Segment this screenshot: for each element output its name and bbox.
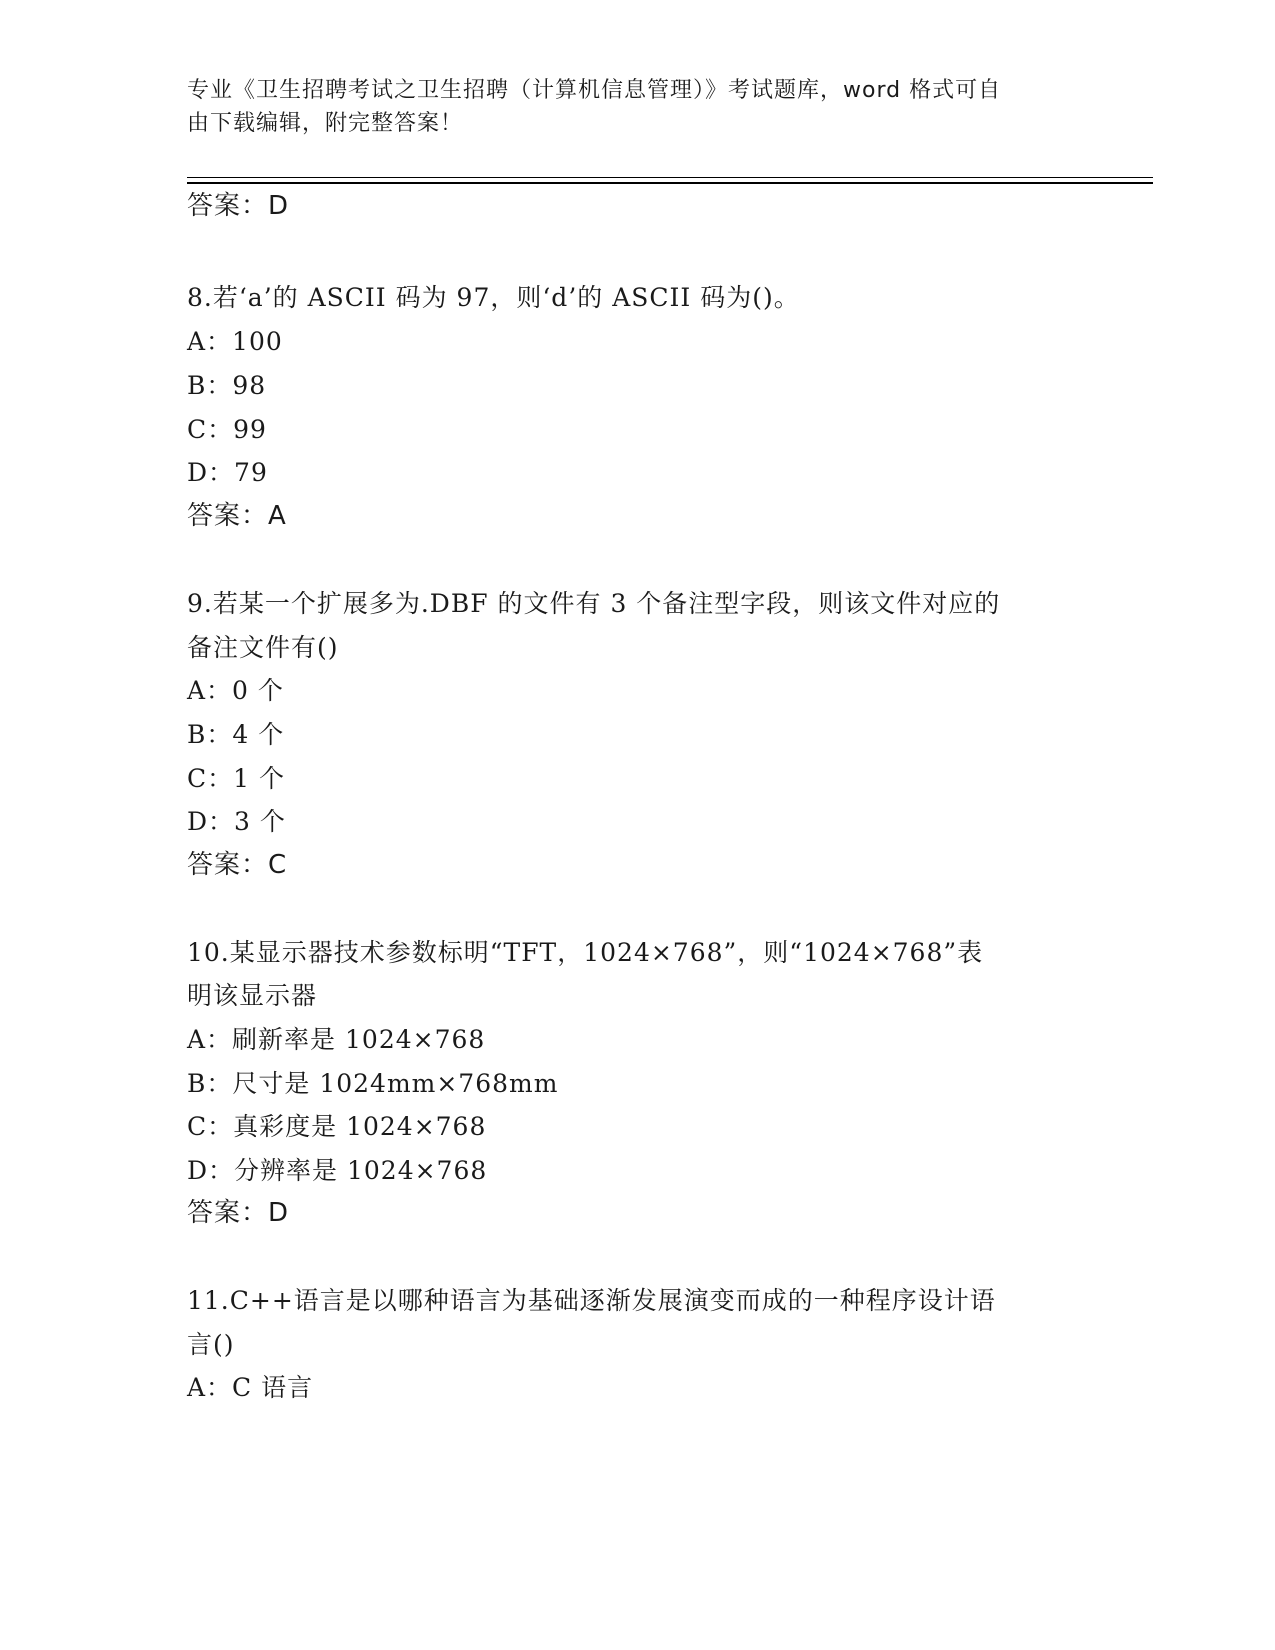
question-10-text-line-1: 10.某显示器技术参数标明“TFT，1024×768”，则“1024×768”表: [187, 938, 984, 967]
question-9-text-line-1: 9.若某一个扩展多为.DBF 的文件有 3 个备注型字段，则该文件对应的: [187, 589, 1001, 618]
question-10-text-line-2: 明该显示器: [187, 981, 318, 1010]
question-10-option-b: B：尺寸是 1024mm×768mm: [187, 1069, 559, 1098]
question-8-answer: 答案：A: [187, 501, 287, 531]
question-9-text-line-2: 备注文件有(): [187, 633, 339, 662]
header-line-2: 由下载编辑，附完整答案！: [187, 111, 464, 136]
header-line-1: 专业《卫生招聘考试之卫生招聘（计算机信息管理）》考试题库，word 格式可自: [187, 78, 1002, 103]
header-divider-thick: [187, 182, 1153, 184]
question-10-option-c: C：真彩度是 1024×768: [187, 1112, 487, 1141]
question-11-text-line-1: 11.C++语言是以哪种语言为基础逐渐发展演变而成的一种程序设计语: [187, 1286, 996, 1315]
page-header: [187, 74, 1067, 140]
question-8-option-a: A：100: [187, 327, 283, 356]
question-9-option-d: D：3 个: [187, 807, 286, 836]
header-divider-thin: [187, 177, 1153, 178]
question-9-option-c: C：1 个: [187, 764, 285, 793]
question-11-option-a: A：C 语言: [187, 1373, 314, 1402]
question-9-option-b: B：4 个: [187, 720, 285, 749]
question-8-option-b: B：98: [187, 371, 267, 400]
question-9-answer: 答案：C: [187, 850, 288, 880]
question-11-text-line-2: 言(): [187, 1330, 235, 1359]
question-8-text: 8.若‘a’的 ASCII 码为 97，则‘d’的 ASCII 码为()。: [187, 283, 800, 312]
question-10-answer: 答案：D: [187, 1198, 290, 1228]
answer-7: 答案：D: [187, 191, 290, 221]
question-9-option-a: A：0 个: [187, 676, 284, 705]
question-10-option-d: D：分辨率是 1024×768: [187, 1156, 488, 1185]
question-8-option-d: D：79: [187, 458, 268, 487]
question-8-option-c: C：99: [187, 415, 267, 444]
question-10-option-a: A：刷新率是 1024×768: [187, 1025, 486, 1054]
